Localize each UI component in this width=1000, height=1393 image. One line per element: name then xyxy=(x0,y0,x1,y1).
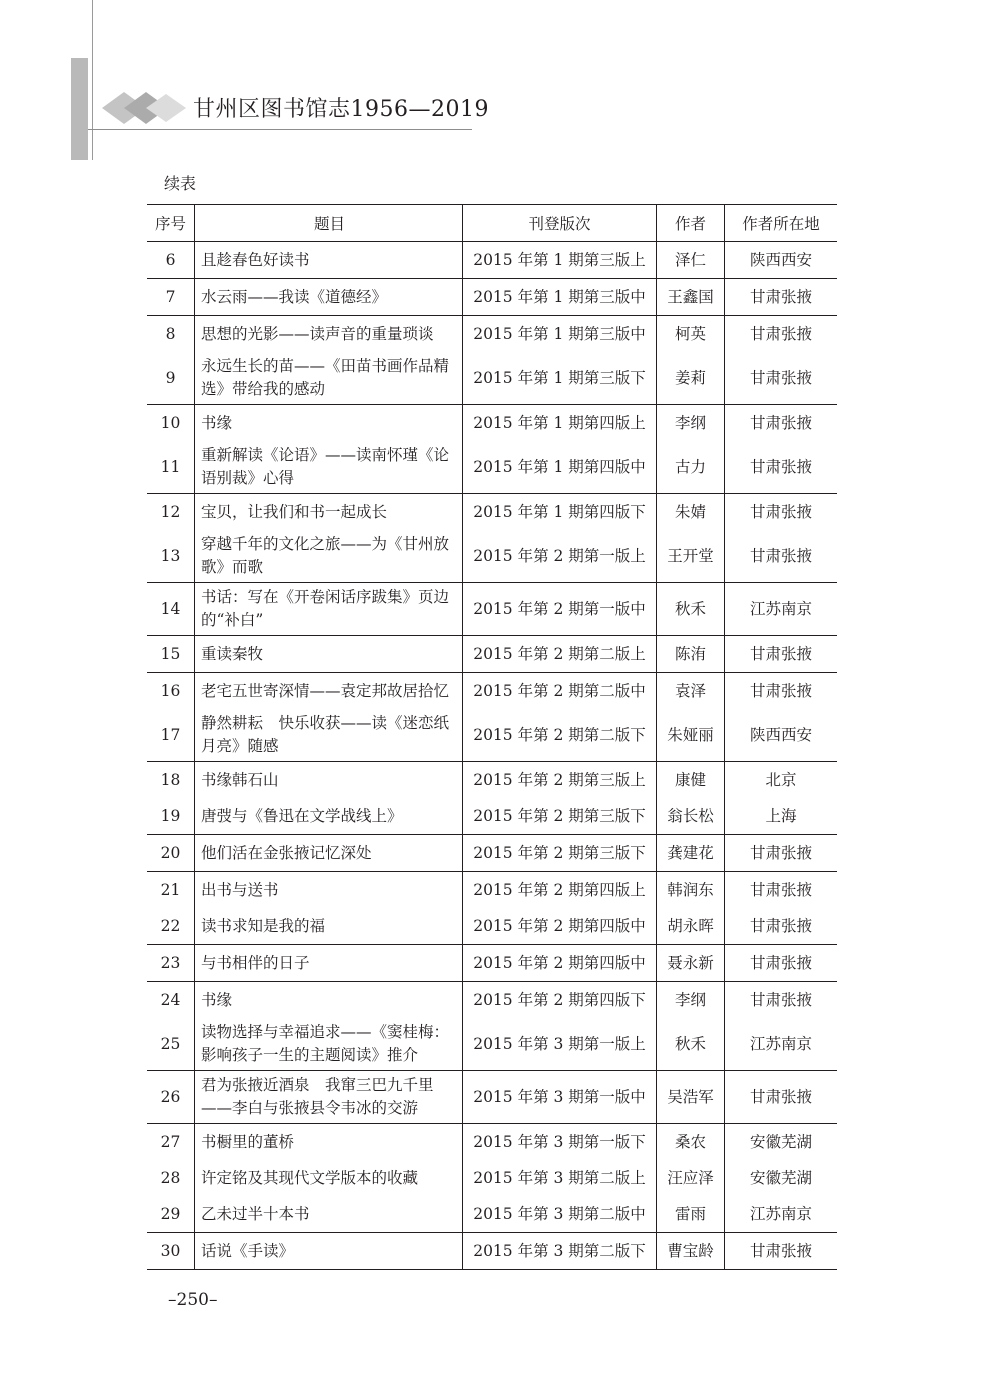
cell-location: 甘肃张掖 xyxy=(749,368,812,387)
table-row xyxy=(147,982,837,1019)
cell-issue: 2015 年第 1 期第四版上 xyxy=(463,405,657,442)
cell-location: 甘肃张掖 xyxy=(749,457,812,476)
cell-author: 朱婧 xyxy=(657,494,725,531)
cell-no: 18 xyxy=(147,762,195,799)
cell-no: 19 xyxy=(147,798,195,835)
cell-author: 秋禾 xyxy=(657,1018,725,1071)
cell-no: 22 xyxy=(147,908,195,945)
cell-title: 话说《手读》 xyxy=(195,1233,463,1270)
cell-issue: 2015 年第 2 期第一版上 xyxy=(463,530,657,583)
table-row xyxy=(147,1071,837,1124)
cell-author: 李纲 xyxy=(657,405,725,442)
cell-issue: 2015 年第 2 期第一版中 xyxy=(463,583,657,636)
cell-author: 聂永新 xyxy=(657,945,725,982)
cell-title: 老宅五世寄深情——袁定邦故居拾忆 xyxy=(195,673,463,710)
cell-location: 陕西西安 xyxy=(749,725,812,744)
cell-no: 13 xyxy=(147,530,195,583)
cell-location: 甘肃张掖 xyxy=(749,546,812,565)
cell-title: 思想的光影——读声音的重量琐谈 xyxy=(195,316,463,353)
cell-location: 安徽芜湖 xyxy=(725,1124,838,1161)
cell-issue: 2015 年第 2 期第三版下 xyxy=(463,835,657,872)
table-row xyxy=(147,583,837,636)
cell-location: 上海 xyxy=(765,806,797,825)
cell-location: 江苏南京 xyxy=(749,1204,812,1223)
cell-title: 读物选择与幸福追求——《窦桂梅：影响孩子一生的主题阅读》推介 xyxy=(195,1018,463,1071)
table-body xyxy=(147,242,837,1270)
cell-title: 他们活在金张掖记忆深处 xyxy=(195,835,463,872)
cell-no: 27 xyxy=(147,1124,195,1161)
cell-issue: 2015 年第 2 期第四版中 xyxy=(463,945,657,982)
cell-issue: 2015 年第 3 期第一版上 xyxy=(463,1018,657,1071)
cell-title: 且趁春色好读书 xyxy=(195,242,463,279)
cell-title: 书缘 xyxy=(195,405,463,442)
table-header-row xyxy=(147,205,837,242)
table-row xyxy=(147,945,837,982)
cell-issue: 2015 年第 2 期第二版中 xyxy=(463,673,657,710)
cell-issue: 2015 年第 2 期第三版上 xyxy=(463,762,657,799)
cell-location: 甘肃张掖 xyxy=(725,405,838,442)
cell-no: 28 xyxy=(147,1160,195,1196)
table-row xyxy=(147,1196,837,1233)
table-row xyxy=(147,762,837,799)
cell-no: 30 xyxy=(147,1233,195,1270)
cell-title: 书话：写在《开卷闲话序跋集》页边的“补白” xyxy=(195,583,463,636)
table-row xyxy=(147,673,837,710)
cell-issue: 2015 年第 2 期第二版上 xyxy=(463,636,657,673)
cell-no: 25 xyxy=(147,1018,195,1071)
cell-issue: 2015 年第 3 期第二版上 xyxy=(463,1160,657,1196)
cell-location: 安徽芜湖 xyxy=(749,1168,812,1187)
cell-title: 与书相伴的日子 xyxy=(195,945,463,982)
cell-issue: 2015 年第 1 期第四版中 xyxy=(463,441,657,494)
cell-location: 甘肃张掖 xyxy=(725,636,838,673)
cell-location: 江苏南京 xyxy=(749,1034,812,1053)
cell-no: 14 xyxy=(147,583,195,636)
cell-issue: 2015 年第 2 期第二版下 xyxy=(463,709,657,762)
cell-no: 29 xyxy=(147,1196,195,1233)
cell-issue: 2015 年第 3 期第一版中 xyxy=(463,1071,657,1124)
cell-issue: 2015 年第 1 期第三版上 xyxy=(463,242,657,279)
cell-no: 7 xyxy=(147,279,195,316)
cell-location: 甘肃张掖 xyxy=(725,279,838,316)
cell-author: 柯英 xyxy=(657,316,725,353)
cell-location: 江苏南京 xyxy=(725,583,838,636)
cell-author: 泽仁 xyxy=(657,242,725,279)
table-row xyxy=(147,636,837,673)
cell-issue: 2015 年第 3 期第二版下 xyxy=(463,1233,657,1270)
table-row xyxy=(147,242,837,279)
cell-location: 甘肃张掖 xyxy=(725,835,838,872)
cell-author: 朱娅丽 xyxy=(657,709,725,762)
cell-no: 23 xyxy=(147,945,195,982)
diamond-ornament-icon xyxy=(100,90,190,126)
cell-author: 古力 xyxy=(657,441,725,494)
cell-author: 康健 xyxy=(657,762,725,799)
cell-author: 胡永晖 xyxy=(657,908,725,945)
table-row xyxy=(147,279,837,316)
cell-issue: 2015 年第 2 期第四版上 xyxy=(463,872,657,909)
cell-no: 8 xyxy=(147,316,195,353)
cell-location: 甘肃张掖 xyxy=(725,1233,838,1270)
table-row xyxy=(147,530,837,583)
cell-title: 穿越千年的文化之旅——为《甘州放歌》而歌 xyxy=(195,530,463,583)
table-row xyxy=(147,405,837,442)
cell-location: 甘肃张掖 xyxy=(725,982,838,1019)
cell-issue: 2015 年第 3 期第二版中 xyxy=(463,1196,657,1233)
cell-title: 君为张掖近酒泉 我窜三巴九千里——李白与张掖县令韦冰的交游 xyxy=(195,1071,463,1124)
cell-author: 龚建花 xyxy=(657,835,725,872)
table-row xyxy=(147,352,837,405)
cell-author: 王鑫国 xyxy=(657,279,725,316)
cell-title: 重新解读《论语》——读南怀瑾《论语别裁》心得 xyxy=(195,441,463,494)
cell-location: 甘肃张掖 xyxy=(725,316,838,353)
cell-issue: 2015 年第 1 期第四版下 xyxy=(463,494,657,531)
cell-title: 书橱里的董桥 xyxy=(195,1124,463,1161)
cell-title: 重读秦牧 xyxy=(195,636,463,673)
cell-location: 甘肃张掖 xyxy=(725,673,838,710)
cell-author: 翁长松 xyxy=(657,798,725,835)
column-header-issue: 刊登版次 xyxy=(463,205,657,242)
header-gray-bar xyxy=(71,58,88,160)
margin-vertical-line xyxy=(92,0,93,160)
page-number: –250– xyxy=(168,1290,218,1310)
cell-no: 21 xyxy=(147,872,195,909)
table-continued-label: 续表 xyxy=(164,174,197,193)
cell-no: 26 xyxy=(147,1071,195,1124)
cell-title: 书缘韩石山 xyxy=(195,762,463,799)
cell-title: 读书求知是我的福 xyxy=(195,908,463,945)
cell-issue: 2015 年第 2 期第四版下 xyxy=(463,982,657,1019)
cell-author: 袁泽 xyxy=(657,673,725,710)
table-row xyxy=(147,835,837,872)
cell-no: 20 xyxy=(147,835,195,872)
table-row xyxy=(147,798,837,835)
cell-no: 11 xyxy=(147,441,195,494)
cell-author: 陈洧 xyxy=(657,636,725,673)
cell-title: 水云雨——我读《道德经》 xyxy=(195,279,463,316)
cell-location: 甘肃张掖 xyxy=(725,1071,838,1124)
cell-title: 静然耕耘 快乐收获——读《迷恋纸月亮》随感 xyxy=(195,709,463,762)
table-row xyxy=(147,1233,837,1270)
cell-location: 甘肃张掖 xyxy=(725,872,838,909)
cell-title: 宝贝，让我们和书一起成长 xyxy=(195,494,463,531)
cell-author: 桑农 xyxy=(657,1124,725,1161)
column-header-no: 序号 xyxy=(147,205,195,242)
cell-location: 甘肃张掖 xyxy=(725,945,838,982)
cell-no: 17 xyxy=(147,709,195,762)
cell-title: 唐弢与《鲁迅在文学战线上》 xyxy=(195,798,463,835)
header-rule xyxy=(88,129,472,130)
cell-issue: 2015 年第 2 期第三版下 xyxy=(463,798,657,835)
cell-no: 9 xyxy=(147,352,195,405)
cell-author: 姜莉 xyxy=(657,352,725,405)
cell-title: 出书与送书 xyxy=(195,872,463,909)
cell-author: 雷雨 xyxy=(657,1196,725,1233)
cell-location: 甘肃张掖 xyxy=(725,494,838,531)
table-row xyxy=(147,709,837,762)
table-row xyxy=(147,908,837,945)
cell-author: 吴浩军 xyxy=(657,1071,725,1124)
cell-author: 曹宝龄 xyxy=(657,1233,725,1270)
cell-no: 6 xyxy=(147,242,195,279)
cell-title: 永远生长的苗——《田苗书画作品精选》带给我的感动 xyxy=(195,352,463,405)
column-header-author: 作者 xyxy=(657,205,725,242)
table-row xyxy=(147,316,837,353)
table-row xyxy=(147,872,837,909)
cell-title: 许定铭及其现代文学版本的收藏 xyxy=(195,1160,463,1196)
cell-issue: 2015 年第 1 期第三版中 xyxy=(463,279,657,316)
cell-no: 16 xyxy=(147,673,195,710)
running-header-title: 甘州区图书馆志1956—2019 xyxy=(193,97,489,122)
cell-issue: 2015 年第 1 期第三版下 xyxy=(463,352,657,405)
cell-location: 北京 xyxy=(725,762,838,799)
cell-no: 10 xyxy=(147,405,195,442)
cell-location: 甘肃张掖 xyxy=(749,916,812,935)
table-row xyxy=(147,1124,837,1161)
cell-author: 秋禾 xyxy=(657,583,725,636)
cell-no: 15 xyxy=(147,636,195,673)
cell-location: 陕西西安 xyxy=(725,242,838,279)
publication-table xyxy=(147,204,837,1270)
cell-title: 书缘 xyxy=(195,982,463,1019)
cell-author: 李纲 xyxy=(657,982,725,1019)
table-row xyxy=(147,1160,837,1196)
table-row xyxy=(147,1018,837,1071)
cell-no: 24 xyxy=(147,982,195,1019)
cell-issue: 2015 年第 2 期第四版中 xyxy=(463,908,657,945)
cell-title: 乙未过半十本书 xyxy=(195,1196,463,1233)
cell-author: 汪应泽 xyxy=(657,1160,725,1196)
column-header-title: 题目 xyxy=(195,205,463,242)
cell-issue: 2015 年第 1 期第三版中 xyxy=(463,316,657,353)
table-row xyxy=(147,441,837,494)
table-row xyxy=(147,494,837,531)
cell-author: 韩润东 xyxy=(657,872,725,909)
cell-issue: 2015 年第 3 期第一版下 xyxy=(463,1124,657,1161)
column-header-location: 作者所在地 xyxy=(725,205,838,242)
cell-no: 12 xyxy=(147,494,195,531)
cell-author: 王开堂 xyxy=(657,530,725,583)
